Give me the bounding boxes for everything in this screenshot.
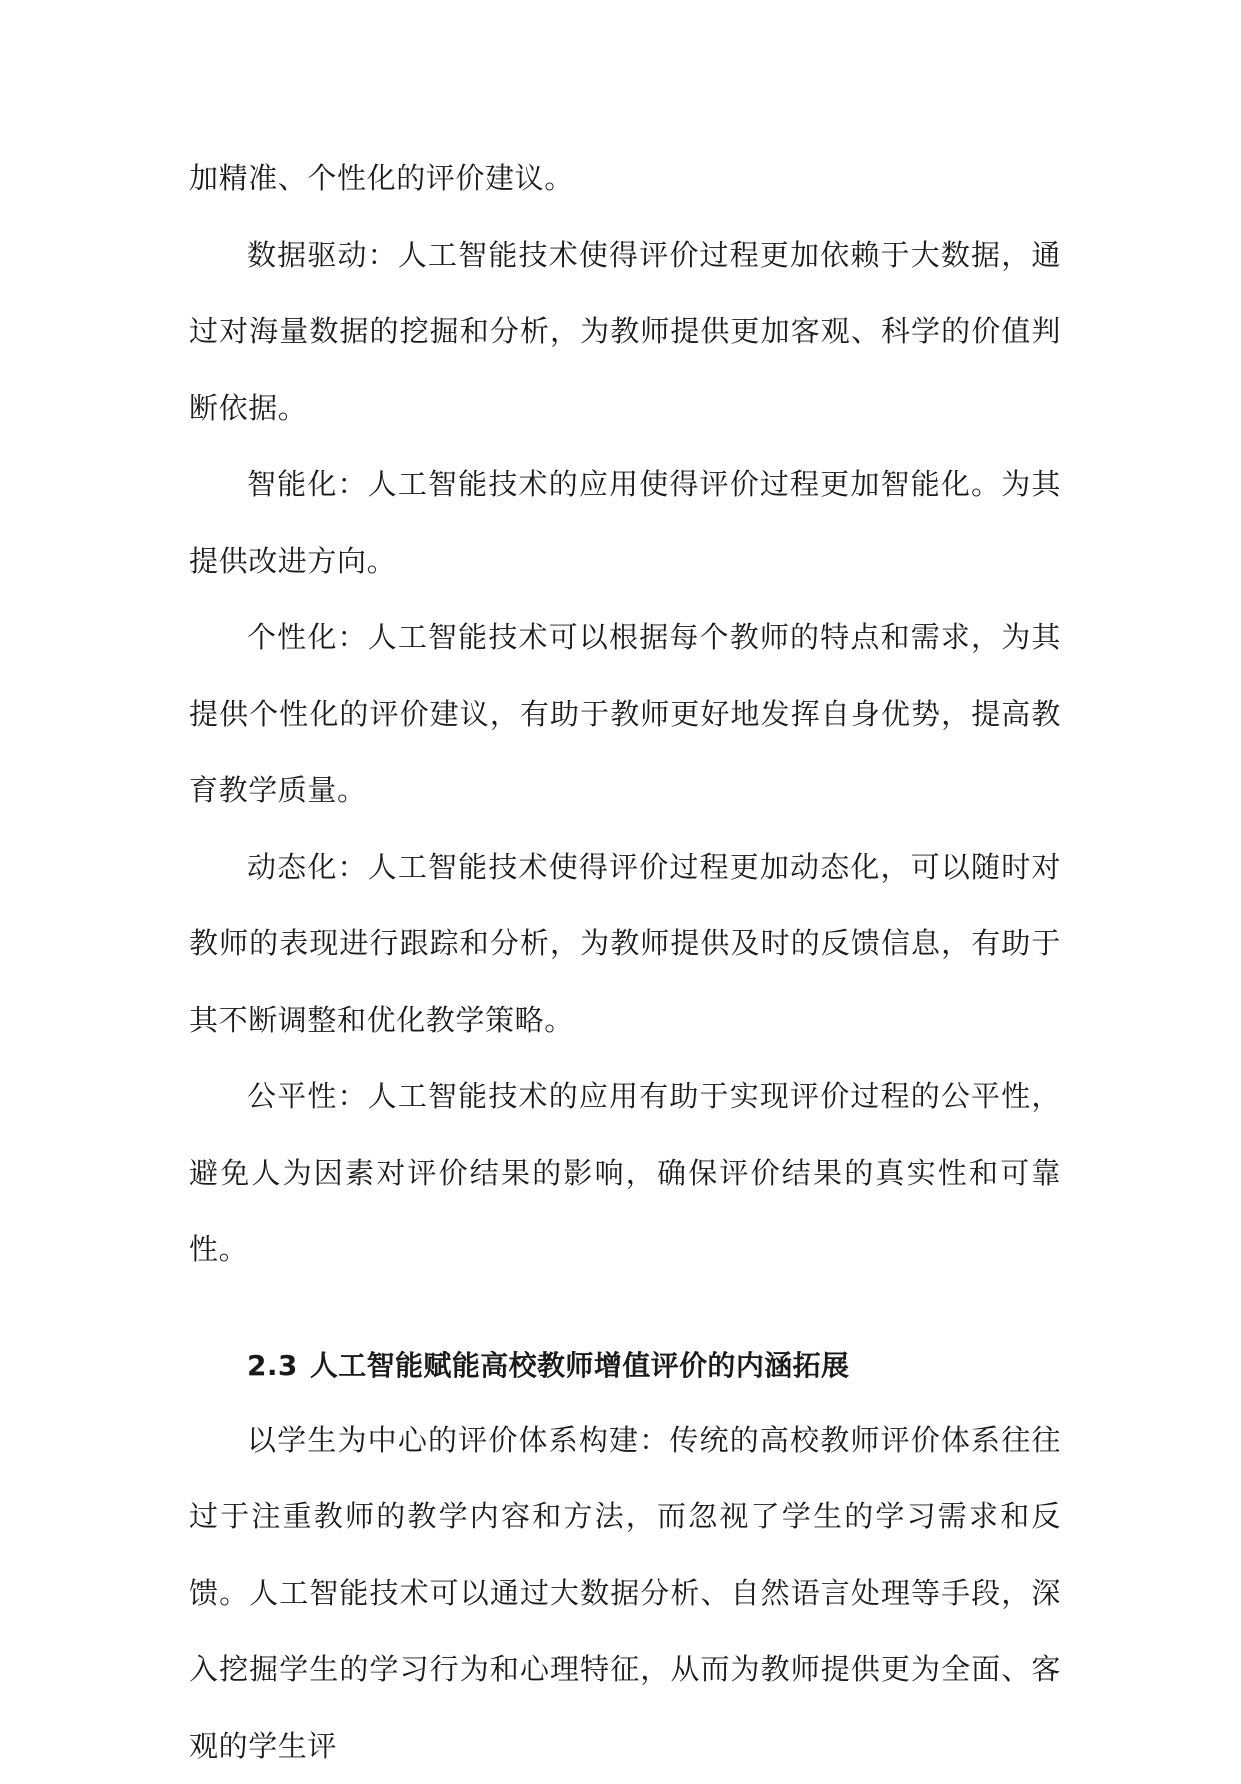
section-title: 人工智能赋能高校教师增值评价的内涵拓展 <box>310 1349 850 1382</box>
paragraph-data-driven: 数据驱动：人工智能技术使得评价过程更加依赖于大数据，通过对海量数据的挖掘和分析，为教师提供更加客观、科学的价值判断依据。 <box>189 217 1061 447</box>
section-number: 2.3 <box>247 1349 298 1382</box>
page-body <box>189 140 1061 1784</box>
section-heading <box>189 1330 1061 1402</box>
paragraph-student-centered: 以学生为中心的评价体系构建：传统的高校教师评价体系往往过于注重教师的教学内容和方法，而忽视了学生的学习需求和反馈。人工智能技术可以通过大数据分析、自然语言处理等手段，深入挖掘学生的学习行为和心理特征，从而为教师提供更为全面、客观的学生评 <box>189 1402 1061 1784</box>
paragraph-intelligent: 智能化：人工智能技术的应用使得评价过程更加智能化。为其提供改进方向。 <box>189 446 1061 599</box>
paragraph-dynamic: 动态化：人工智能技术使得评价过程更加动态化，可以随时对教师的表现进行跟踪和分析，为教师提供及时的反馈信息，有助于其不断调整和优化教学策略。 <box>189 829 1061 1059</box>
paragraph-fairness: 公平性：人工智能技术的应用有助于实现评价过程的公平性，避免人为因素对评价结果的影响，确保评价结果的真实性和可靠性。 <box>189 1058 1061 1288</box>
paragraph-personalized: 个性化：人工智能技术可以根据每个教师的特点和需求，为其提供个性化的评价建议，有助于教师更好地发挥自身优势，提高教育教学质量。 <box>189 599 1061 829</box>
paragraph-continuation: 加精准、个性化的评价建议。 <box>189 140 1061 217</box>
